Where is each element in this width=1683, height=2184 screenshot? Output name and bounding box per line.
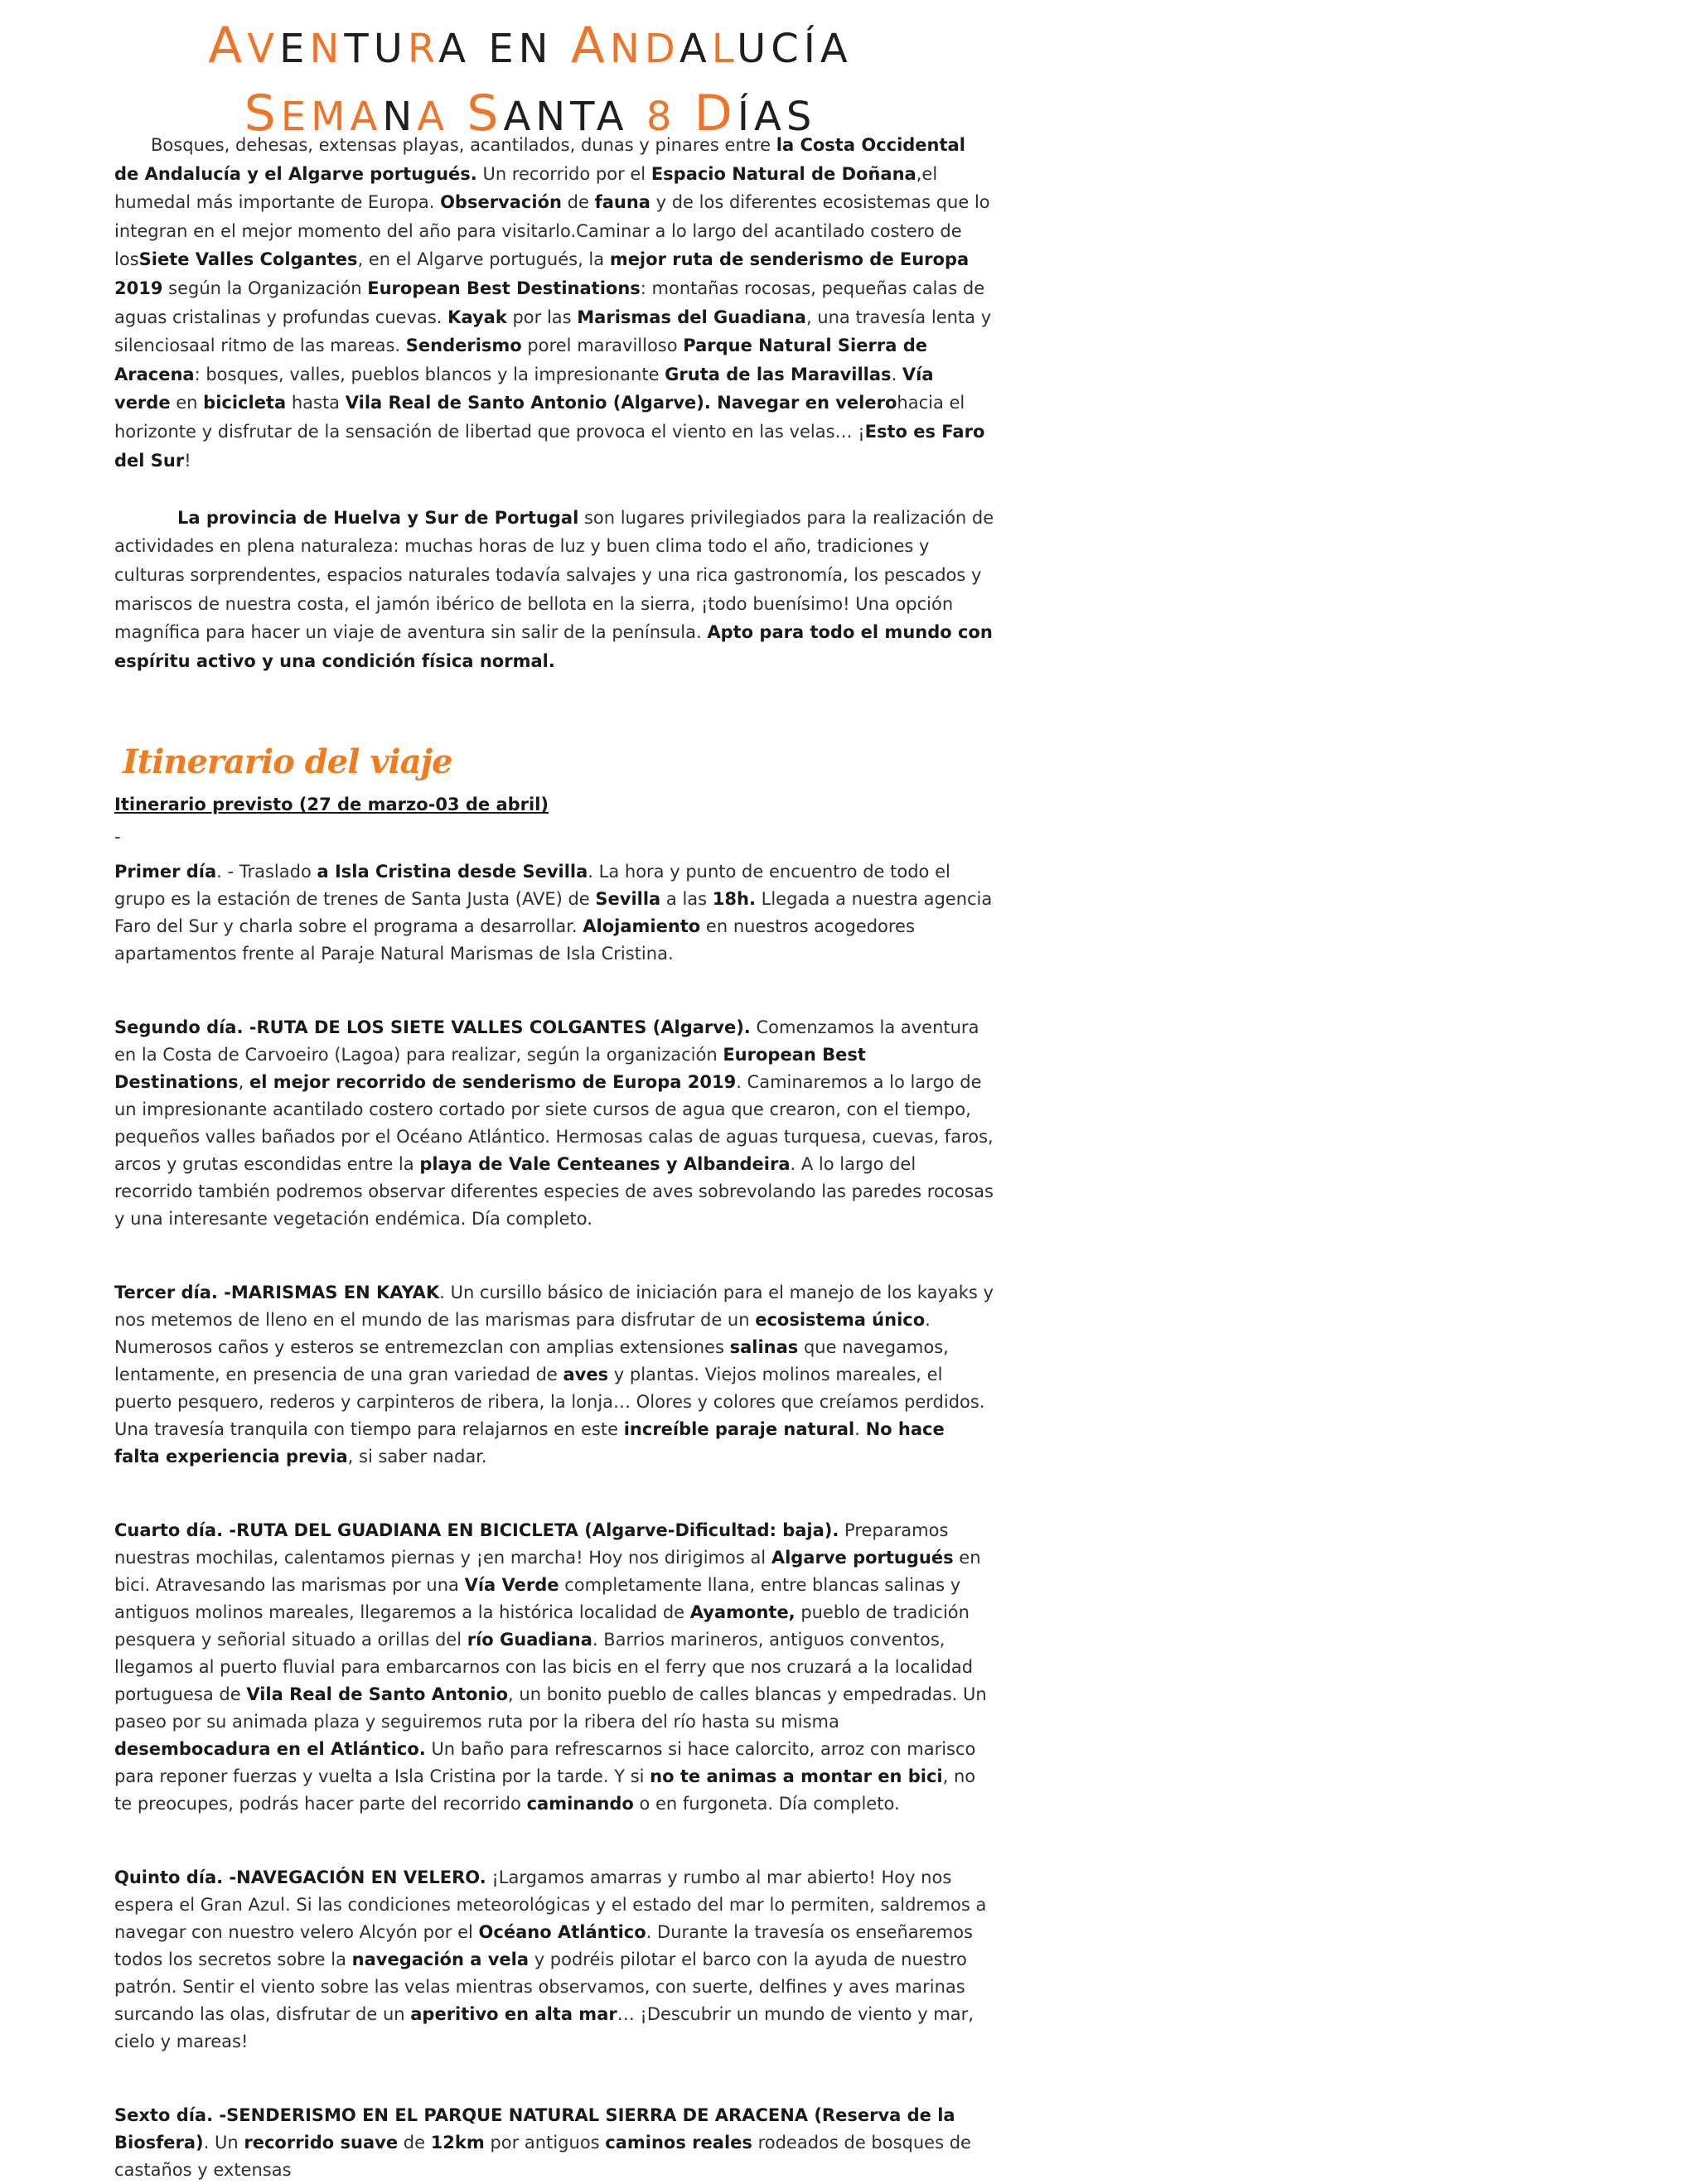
title-segment: N [309,26,345,72]
text-run: hasta [286,393,346,413]
bold-text-run: Vía verde [114,364,934,413]
title-segment: 8 [646,94,694,140]
bold-text-run: playa de Vale Centeanes y Albandeira [419,1154,791,1175]
text-run: . Un cursillo básico de iniciación para el manejo de los kayaks y nos metemos de lleno en el mundo de las marismas para disfrutar de un [114,1283,994,1331]
text-run: porel maravilloso [521,336,684,356]
title-segment: ÍAS [737,94,817,140]
bold-text-run: aves [563,1365,609,1385]
bold-text-run: Apto para todo el mundo con espíritu activo y una condición física normal. [114,622,993,671]
bold-text-run: Tercer día. -MARISMAS EN KAYAK [114,1283,440,1303]
bold-text-run: bicicleta [203,393,287,413]
bold-text-run: Senderismo [405,336,522,356]
text-run: por las [506,307,578,327]
text-run: son lugares privilegiados para la realización de actividades en plena naturaleza: muchas horas de luz y buen clima todo el año, tradiciones y culturas sorprendentes, espacios naturales todavía salvajes y una rica gastronomía, los pescados y mariscos de nuestra costa, el jamón ibérico de bellota en la sierra, ¡todo buenísimo! Una opción magnífica para hacer un viaje de aventura sin salir de la península. [114,507,994,643]
bold-text-run: fauna [594,192,650,213]
bold-text-run: No hace falta experiencia previa [114,1419,945,1467]
text-run: y plantas. Viejos molinos mareales, el puerto pesquero, rederos y carpinteros de ribera, la lonja… Olores y colores que creíamos perdidos. Una travesía tranquila con tiempo para relajarnos en este [114,1365,985,1440]
bold-text-run: a Isla Cristina desde Sevilla [317,862,588,882]
text-run: Un baño para refrescarnos si hace calorcito, arroz con marisco para reponer fuerzas y vuelta a Isla Cristina por la tarde. Y si [114,1739,976,1787]
itinerary-day-1 [114,858,994,968]
text-run: por antiguos [484,2133,606,2153]
text-run: Un recorrido por el [476,163,651,184]
text-run: en bici. Atravesando las marismas por una [114,1548,981,1596]
intro-paragraph-1 [114,131,994,475]
text-run: según la Organización [162,278,368,298]
itinerary-day-4 [114,1517,994,1818]
text-run: pueblo de tradición pesquera y señorial situado a orillas del [114,1602,970,1650]
text-run: , una travesía lenta y silenciosaal ritmo de las mareas. [114,307,992,356]
title-segment: ND [609,26,679,72]
title-segment: R [407,26,439,72]
text-run: : bosques, valles, pueblos blancos y la impresionante [194,364,665,384]
bold-text-run: increíble paraje natural [623,1419,855,1440]
text-run: : montañas rocosas, pequeñas calas de aguas cristalinas y profundas cuevas. [114,278,985,327]
text-run: . Numerosos caños y esteros se entremezclan con amplias extensiones [114,1310,931,1358]
bold-text-run: Siete Valles Colgantes [138,249,358,270]
title-segment: EMA [280,94,383,140]
text-run: que navegamos, lentamente, en presencia de una gran variedad de [114,1337,949,1385]
page-title [116,13,945,149]
text-run: en [170,393,204,413]
text-run: y podréis pilotar el barco con la ayuda de nuestro patrón. Sentir el viento sobre las velas mientras observamos, con suerte, delfines y aves marinas surcando las olas, disfrutar de un [114,1950,967,2025]
text-run: y de los diferentes ecosistemas que lo integran en el mejor momento del año para visitarlo.Caminar a lo largo del acantilado costero de los [114,192,990,270]
itinerary-day-3 [114,1279,994,1471]
bold-text-run: ecosistema único [755,1310,926,1331]
bold-text-run: caminos reales [605,2133,752,2153]
bold-text-run: Kayak [447,307,507,327]
bold-text-run: Algarve portugués [771,1548,954,1568]
bold-text-run: río Guadiana [467,1630,592,1650]
title-segment: TU [344,26,408,72]
text-run: . A lo largo del recorrido también podremos observar diferentes especies de aves sobrevolando las paredes rocosas y una interesante vegetación endémica. Día completo. [114,1154,994,1230]
text-run: . Barrios marineros, antiguos conventos, llegamos al puerto fluvial para embarcarnos con las bicis en el ferry que nos cruzará a la localidad portuguesa de [114,1630,974,1705]
title-segment: A [208,17,248,75]
bold-text-run: no te animas a montar en bici [650,1766,943,1787]
text-run: … ¡Descubrir un mundo de viento y mar, cielo y mareas! [114,2004,974,2052]
text-run: , en el Algarve portugués, la [357,249,610,270]
text-run: , un bonito pueblo de calles blancas y empedradas. Un paseo por su animada plaza y seguiremos ruta por la ribera del río hasta su misma [114,1684,987,1732]
itinerary-dash: - [114,827,121,848]
title-segment: V [247,26,280,72]
bold-text-run: Parque Natural Sierra de Aracena [114,336,927,384]
title-segment: S [467,85,504,143]
article-body [114,131,994,2184]
bold-text-run: La provincia de Huelva y Sur de Portugal [177,507,579,528]
bold-text-run: Observación [440,192,562,213]
text-run: ,el humedal más importante de Europa. [114,163,938,213]
itinerary-subheading: Itinerario previsto (27 de marzo-03 de abril) [114,795,549,815]
title-segment: E [279,26,310,72]
text-run: , no te preocupes, podrás hacer parte del recorrido [114,1766,976,1814]
bold-text-run: Ayamonte, [689,1602,796,1623]
bold-text-run: Primer día [114,862,217,882]
text-run: . [891,364,902,384]
text-run: . - Traslado [216,862,317,882]
bold-text-run: 18h. [712,889,756,910]
bold-text-run: Vila Real de Santo Antonio (Algarve). Navegar en velero [345,393,897,413]
text-run: . Durante la travesía os enseñaremos todos los secretos sobre la [114,1922,973,1970]
bold-text-run: Espacio Natural de Doñana [650,163,916,184]
bold-text-run: Marismas del Guadiana [577,307,806,327]
itinerary-days [114,858,994,2184]
text-run: completamente llana, entre blancas salinas y antiguos molinos mareales, llegaremos a la histórica localidad de [114,1575,961,1623]
text-run: Comenzamos la aventura en la Costa de Carvoeiro (Lagoa) para realizar, según la organización [114,1017,979,1065]
title-segment: A EN [438,26,571,72]
text-run: de [398,2133,431,2153]
title-segment: N [382,94,418,140]
text-run: ¡Largamos amarras y rumbo al mar abierto! Hoy nos espera el Gran Azul. Si las condiciones meteorológicas y el estado del mar lo permiten, saldremos a navegar con nuestro velero Alcyón por el [114,1868,987,1943]
title-segment: A [570,17,610,75]
text-run: , [238,1072,250,1093]
bold-text-run: recorrido suave [244,2133,399,2153]
text-run: Bosques, dehesas, extensas playas, acantilados, dunas y pinares entre [151,135,776,155]
bold-text-run: Cuarto día. -RUTA DEL GUADIANA EN BICICLETA (Algarve-Dificultad: baja). [114,1520,839,1541]
text-run: a las [660,889,713,910]
bold-text-run: desembocadura en el Atlántico. [114,1739,426,1760]
title-segment: S [244,85,281,143]
bold-text-run: Sevilla [595,889,661,910]
itinerary-day-6 [114,2102,994,2184]
title-segment: A [417,94,450,140]
bold-text-run: Sexto día. -SENDERISMO EN EL PARQUE NATURAL SIERRA DE ARACENA (Reserva de la Biosfera) [114,2105,955,2153]
bold-text-run: mejor ruta de senderismo de Europa 2019 [114,249,970,298]
bold-text-run: Alojamiento [583,916,701,937]
bold-text-run: Esto es Faro del Sur [114,421,985,471]
title-segment: L [711,26,738,72]
itinerary-day-2 [114,1014,994,1233]
text-run: . [854,1419,866,1440]
text-run: . Un [203,2133,244,2153]
title-segment: A [679,26,712,72]
bold-text-run: caminando [526,1794,634,1814]
itinerary-day-5 [114,1864,994,2056]
title-segment: UCÍA [737,26,853,72]
text-run: o en furgoneta. Día completo. [633,1794,900,1814]
bold-text-run: Gruta de las Maravillas [665,364,892,384]
intro-paragraph-2 [114,504,994,676]
text-run: ! [184,450,191,471]
bold-text-run: el mejor recorrido de senderismo de Europa 2019 [249,1072,737,1093]
bold-text-run: Vía Verde [464,1575,559,1596]
text-run: Preparamos nuestras mochilas, calentamos piernas y ¡en marcha! Hoy nos dirigimos al [114,1520,949,1568]
title-segment: D [694,85,738,143]
bold-text-run: European Best Destinations [367,278,641,298]
text-run: , si saber nadar. [347,1447,487,1467]
bold-text-run: la Costa Occidental de Andalucía y el Algarve portugués. [114,135,965,184]
bold-text-run: European Best Destinations [114,1045,866,1093]
title-segment: ANTA [503,94,646,140]
bold-text-run: 12km [430,2133,485,2153]
bold-text-run: Segundo día. -RUTA DE LOS SIETE VALLES COLGANTES (Algarve). [114,1017,751,1038]
text-run: Llegada a nuestra agencia Faro del Sur y charla sobre el programa a desarrollar. [114,889,993,937]
bold-text-run: navegación a vela [351,1950,530,1970]
text-run: . La hora y punto de encuentro de todo el grupo es la estación de trenes de Santa Justa (AVE) de [114,862,950,910]
text-run: rodeados de bosques de castaños y extensas [114,2133,971,2181]
bold-text-run: aperitivo en alta mar [410,2004,617,2025]
itinerary-heading: Itinerario del viaje [123,742,452,782]
text-run: en nuestros acogedores apartamentos frente al Paraje Natural Marismas de Isla Cristina. [114,916,915,964]
text-run: de [561,192,595,213]
bold-text-run: salinas [729,1337,799,1358]
text-run: hacia el horizonte y disfrutar de la sensación de libertad que provoca el viento en las velas… ¡ [114,393,965,442]
bold-text-run: Vila Real de Santo Antonio [246,1684,509,1705]
text-run: . Caminaremos a lo largo de un impresionante acantilado costero cortado por siete cursos de agua que crearon, con el tiempo, pequeños valles bañados por el Océano Atlántico. Hermosas calas de aguas turquesa, cuevas, faros, arcos y grutas escondidas entre la [114,1072,994,1175]
bold-text-run: Océano Atlántico [478,1922,646,1943]
bold-text-run: Quinto día. -NAVEGACIÓN EN VELERO. [114,1868,486,1888]
